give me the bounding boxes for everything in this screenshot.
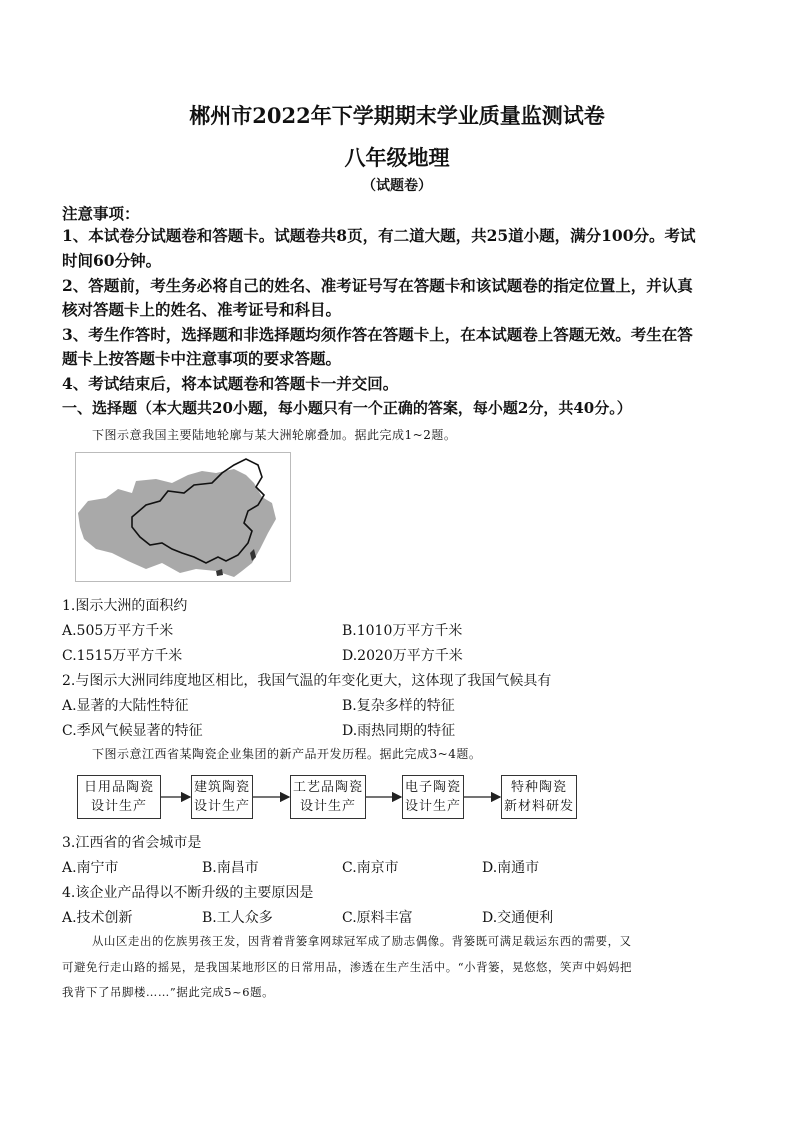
intro-text: 下图示意我国主要陆地轮廓与某大洲轮廓叠加。据此完成1~2题。 (92, 428, 457, 442)
q1-stem: 1.图示大洲的面积约 (62, 598, 188, 614)
notice-line: 时间60分钟。 (62, 251, 162, 270)
q4-stem: 4.该企业产品得以不断升级的主要原因是 (62, 885, 314, 901)
flow-box-line: 设计生产 (299, 799, 356, 814)
notice-line: 题卡上按答题卡中注意事项的要求答题。 (62, 349, 342, 368)
q4-option-b: B.工人众多 (202, 910, 273, 926)
flow-box-line: 设计生产 (90, 799, 147, 814)
q2-option-d: D.雨热同期的特征 (342, 723, 456, 739)
q3-option-b: B.南昌市 (202, 860, 259, 876)
intro-text: 从山区走出的仡族男孩王发，因背着背篓拿网球冠军成了励志偶像。背篓既可满足载运东西的需要，又 (92, 934, 632, 948)
q4-option-d: D.交通便利 (482, 910, 554, 926)
flow-box-line: 工艺品陶瓷 (292, 780, 363, 795)
notice-line: 2、答题前，考生务必将自己的姓名、准考证号写在答题卡和该试题卷的指定位置上，并认真 (62, 276, 693, 295)
exam-subtitle: 八年级地理 (344, 145, 450, 170)
q3-option-c: C.南京市 (342, 860, 399, 876)
flow-box-line: 建筑陶瓷 (193, 780, 250, 795)
exam-title: 郴州市2022年下学期期末学业质量监测试卷 (189, 103, 605, 128)
flow-box-line: 日用品陶瓷 (83, 780, 154, 795)
intro-text: 我背下了吊脚楼……”据此完成5~6题。 (62, 985, 275, 999)
q2-option-c: C.季风气候显著的特征 (62, 723, 203, 739)
map-svg (76, 453, 290, 581)
notice-line: 1、本试卷分试题卷和答题卡。试题卷共8页，有二道大题，共25道小题，满分100分。考试 (62, 226, 696, 245)
map-figure (75, 452, 291, 582)
intro-text: 可避免行走山路的摇晃，是我国某地形区的日常用品，渗透在生产生活中。“小背篓，晃悠悠，笑声中妈妈把 (62, 960, 632, 974)
notice-heading: 注意事项： (62, 204, 140, 223)
q1-option-d: D.2020万平方千米 (342, 648, 463, 664)
notice-line: 核对答题卡上的姓名、准考证号和科目。 (62, 300, 342, 319)
flow-box-line: 设计生产 (404, 799, 461, 814)
flow-box-line: 设计生产 (193, 799, 250, 814)
q3-stem: 3.江西省的省会城市是 (62, 835, 202, 851)
section-heading: 一、选择题（本大题共20小题，每小题只有一个正确的答案，每小题2分，共40分。） (62, 399, 632, 417)
q2-option-b: B.复杂多样的特征 (342, 698, 455, 714)
notice-line: 4、考试结束后，将本试题卷和答题卡一并交回。 (62, 374, 399, 393)
q1-option-c: C.1515万平方千米 (62, 648, 183, 664)
continent-shape (78, 469, 276, 577)
q4-option-c: C.原料丰富 (342, 910, 413, 926)
volume-label: （试题卷） (362, 178, 432, 194)
q1-option-a: A.505万平方千米 (62, 623, 174, 639)
q1-option-b: B.1010万平方千米 (342, 623, 463, 639)
flow-box-line: 电子陶瓷 (404, 780, 461, 795)
flow-arrows (0, 775, 794, 819)
q2-option-a: A.显著的大陆性特征 (62, 698, 189, 714)
q3-option-d: D.南通市 (482, 860, 540, 876)
flow-box-line: 新材料研发 (503, 799, 574, 814)
notice-line: 3、考生作答时，选择题和非选择题均须作答在答题卡上，在本试题卷上答题无效。考生在答 (62, 325, 693, 344)
q4-option-a: A.技术创新 (62, 910, 133, 926)
q3-option-a: A.南宁市 (62, 860, 119, 876)
flow-box-line: 特种陶瓷 (510, 780, 567, 795)
intro-text: 下图示意江西省某陶瓷企业集团的新产品开发历程。据此完成3~4题。 (92, 747, 482, 761)
q2-stem: 2.与图示大洲同纬度地区相比，我国气温的年变化更大，这体现了我国气候具有 (62, 673, 552, 689)
